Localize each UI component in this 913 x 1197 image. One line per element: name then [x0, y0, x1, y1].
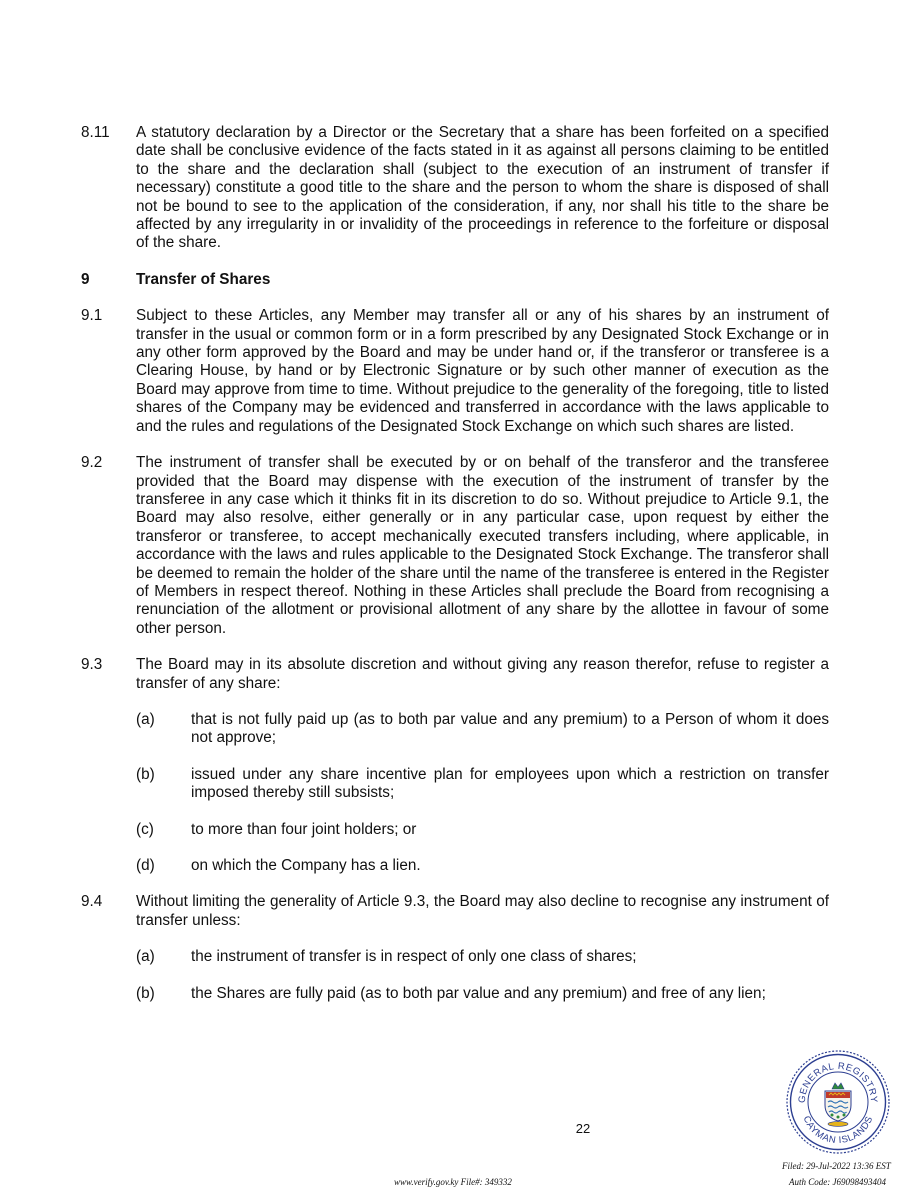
subclause-text: the Shares are fully paid (as to both par value and any premium) and free of any lien; — [191, 984, 766, 1002]
clause-8-11 — [81, 124, 829, 253]
clause-number: 9.4 — [81, 893, 103, 911]
section-number: 9 — [81, 270, 90, 288]
clause-text: The Board may in its absolute discretion and without giving any reason therefor, refuse to register a transfer of any share: — [136, 656, 829, 692]
clause-9-1 — [81, 307, 829, 436]
clause-number: 9.2 — [81, 454, 103, 472]
seal-top-text: GENERAL REGISTRY — [796, 1060, 880, 1104]
clause-9-4 — [81, 893, 829, 930]
clause-number: 9.3 — [81, 656, 103, 674]
clause-9-3 — [81, 656, 829, 693]
clause-9-4-b — [81, 985, 829, 1003]
subclause-text: on which the Company has a lien. — [191, 857, 421, 874]
subclause-text: to more than four joint holders; or — [191, 820, 417, 838]
section-title: Transfer of Shares — [136, 270, 271, 288]
clause-9-3-d — [81, 857, 829, 875]
seal-bottom-text: CAYMAN ISLANDS — [800, 1114, 876, 1147]
subclause-text: that is not fully paid up (as to both par value and any premium) to a Person of whom it does not approve; — [191, 710, 829, 747]
subclause-label: (b) — [136, 984, 155, 1002]
clause-text: The instrument of transfer shall be executed by or on behalf of the transferor and the transferee provided that the Board may dispense with the execution of the instrument of transfer by the transferee in any case which it thinks fit in its discretion to do so. Without prejudice to Article 9.1, the Board may also resolve, either generally or in any particular case, upon request by either the transferor or transferee, to accept mechanically executed transfers including, where applicable, in accordance with the laws and rules applicable to the Designated Stock Exchange. The transferor shall be deemed to remain the holder of the share until the name of the transferee is entered in the Register of Members in respect thereof. Nothing in these Articles shall preclude the Board from recognising a renunciation of the allotment or provisional allotment of any share by the allottee in favour of some other person. — [136, 454, 829, 637]
coat-of-arms-icon — [825, 1083, 851, 1126]
subclause-text: the instrument of transfer is in respect of only one class of shares; — [191, 948, 637, 966]
subclause-label: (b) — [136, 765, 155, 783]
subclause-text: issued under any share incentive plan for employees upon which a restriction on transfer imposed thereby still subsists; — [191, 765, 829, 802]
clause-text: Subject to these Articles, any Member may transfer all or any of his shares by an instrument of transfer in the usual or common form or in a form prescribed by any Designated Stock Exchange or in any other form approved by the Board and may be under hand or, if the transferor or transferee is a Clearing House, by hand or by Electronic Signature or by such other manner of execution as the Board may approve from time to time. Without prejudice to the generality of the foregoing, title to listed shares of the Company may be evidenced and transferred in accordance with the laws applicable to and the rules and regulations of the Designated Stock Exchange on which such shares are listed. — [136, 307, 829, 435]
clause-9-3-b — [81, 766, 829, 803]
verify-file-number: www.verify.gov.ky File#: 349332 — [394, 1177, 512, 1187]
page-number: 22 — [575, 1121, 591, 1136]
clause-text: A statutory declaration by a Director or the Secretary that a share has been forfeited on a specified date shall be conclusive evidence of the facts stated in it as against all persons claiming to be entitled to the share and the declaration shall (subject to the execution of an instrument of transfer if necessary) constitute a good title to the share and the person to whom the share is disposed of shall not be bound to see to the application of the consideration, if any, nor shall his title to the share be affected by any irregularity in or invalidity of the proceedings in reference to the forfeiture or disposal of the share. — [136, 124, 829, 252]
registry-seal — [785, 1049, 891, 1155]
clause-9-3-c — [81, 821, 829, 839]
auth-code: Auth Code: J69098493404 — [789, 1177, 886, 1187]
document-body — [81, 124, 829, 1021]
subclause-label: (a) — [136, 948, 155, 966]
subclause-label: (a) — [136, 710, 155, 728]
clause-text: Without limiting the generality of Article 9.3, the Board may also decline to recognise any instrument of transfer unless: — [136, 893, 829, 929]
clause-9-3-a — [81, 711, 829, 748]
clause-9-4-a — [81, 948, 829, 966]
subclause-label: (d) — [136, 857, 155, 874]
clause-number: 8.11 — [81, 124, 110, 141]
clause-number: 9.1 — [81, 307, 103, 325]
filed-date: Filed: 29-Jul-2022 13:36 EST — [782, 1161, 891, 1171]
section-heading-9 — [81, 271, 829, 289]
subclause-label: (c) — [136, 820, 154, 838]
clause-9-2 — [81, 454, 829, 638]
